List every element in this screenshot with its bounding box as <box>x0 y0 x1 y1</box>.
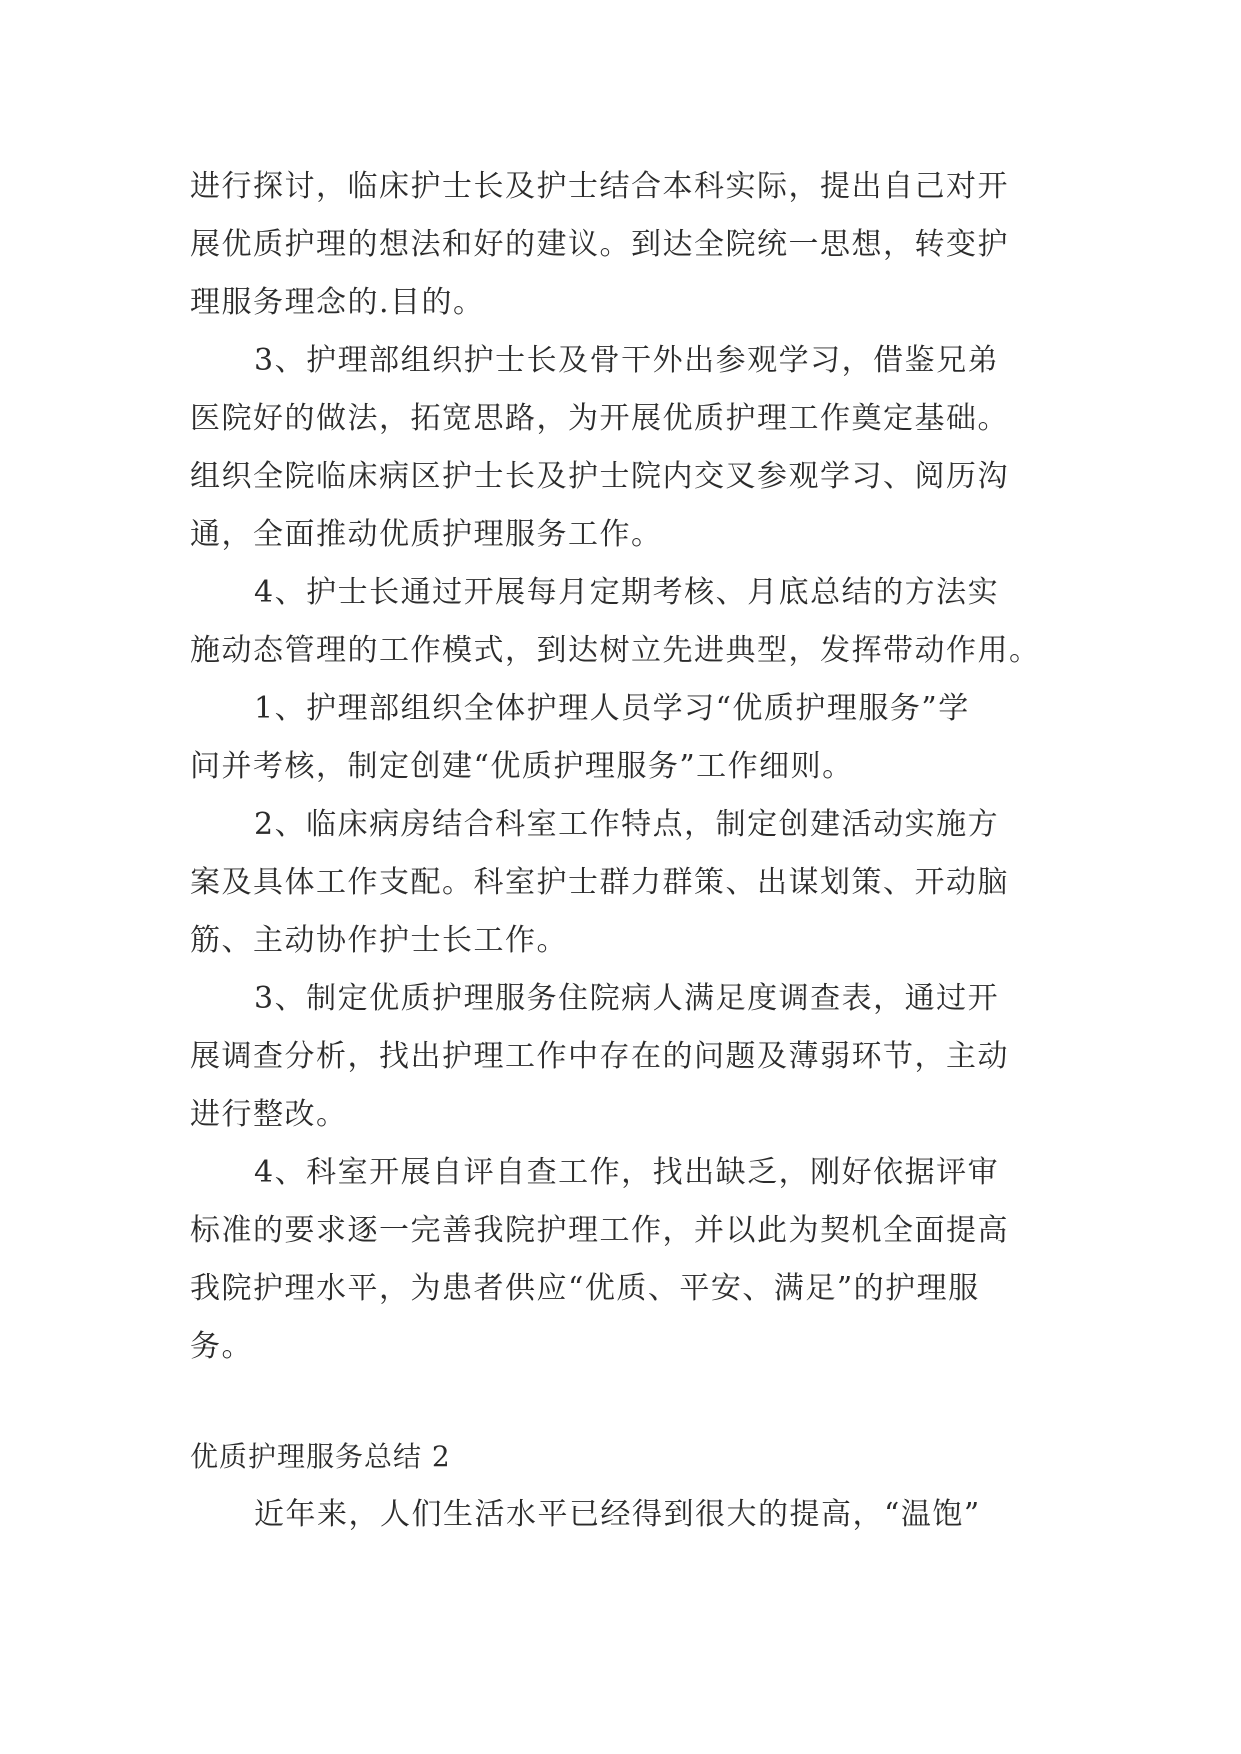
text-line: 问并考核，制定创建“优质护理服务”工作细则。 <box>190 749 854 784</box>
text-line: 通，全面推动优质护理服务工作。 <box>190 517 663 552</box>
paragraph-start-line: 1、护理部组织全体护理人员学习“优质护理服务”学 <box>254 691 970 726</box>
paragraph-start-line: 近年来，人们生活水平已经得到很大的提高，“温饱” <box>254 1497 981 1532</box>
text-line: 务。 <box>190 1329 253 1364</box>
text-line: 展调查分析，找出护理工作中存在的问题及薄弱环节，主动 <box>190 1039 1009 1074</box>
text-line: 我院护理水平，为患者供应“优质、平安、满足”的护理服 <box>190 1271 980 1306</box>
text-line: 施动态管理的工作模式，到达树立先进典型，发挥带动作用。 <box>190 633 1041 668</box>
paragraph-start-line: 4、护士长通过开展每月定期考核、月底总结的方法实 <box>254 575 1000 610</box>
text-line: 案及具体工作支配。科室护士群力群策、出谋划策、开动脑 <box>190 865 1009 900</box>
text-line: 展优质护理的想法和好的建议。到达全院统一思想，转变护 <box>190 227 1009 262</box>
paragraph-start-line: 2、临床病房结合科室工作特点，制定创建活动实施方 <box>254 807 1000 842</box>
text-line: 医院好的做法，拓宽思路，为开展优质护理工作奠定基础。 <box>190 401 1009 436</box>
text-line: 进行探讨，临床护士长及护士结合本科实际，提出自己对开 <box>190 169 1009 204</box>
section-heading: 优质护理服务总结 2 <box>190 1440 451 1473</box>
paragraph-start-line: 4、科室开展自评自查工作，找出缺乏，刚好依据评审 <box>254 1155 1000 1190</box>
text-line: 进行整改。 <box>190 1097 348 1132</box>
paragraph-start-line: 3、护理部组织护士长及骨干外出参观学习，借鉴兄弟 <box>254 343 1000 378</box>
text-line: 理服务理念的.目的。 <box>190 285 485 320</box>
paragraph-start-line: 3、制定优质护理服务住院病人满足度调查表，通过开 <box>254 981 1000 1016</box>
document-body <box>190 158 1050 1544</box>
text-line: 组织全院临床病区护士长及护士院内交叉参观学习、阅历沟 <box>190 459 1009 494</box>
text-line: 标准的要求逐一完善我院护理工作，并以此为契机全面提高 <box>190 1213 1009 1248</box>
text-line: 筋、主动协作护士长工作。 <box>190 923 568 958</box>
